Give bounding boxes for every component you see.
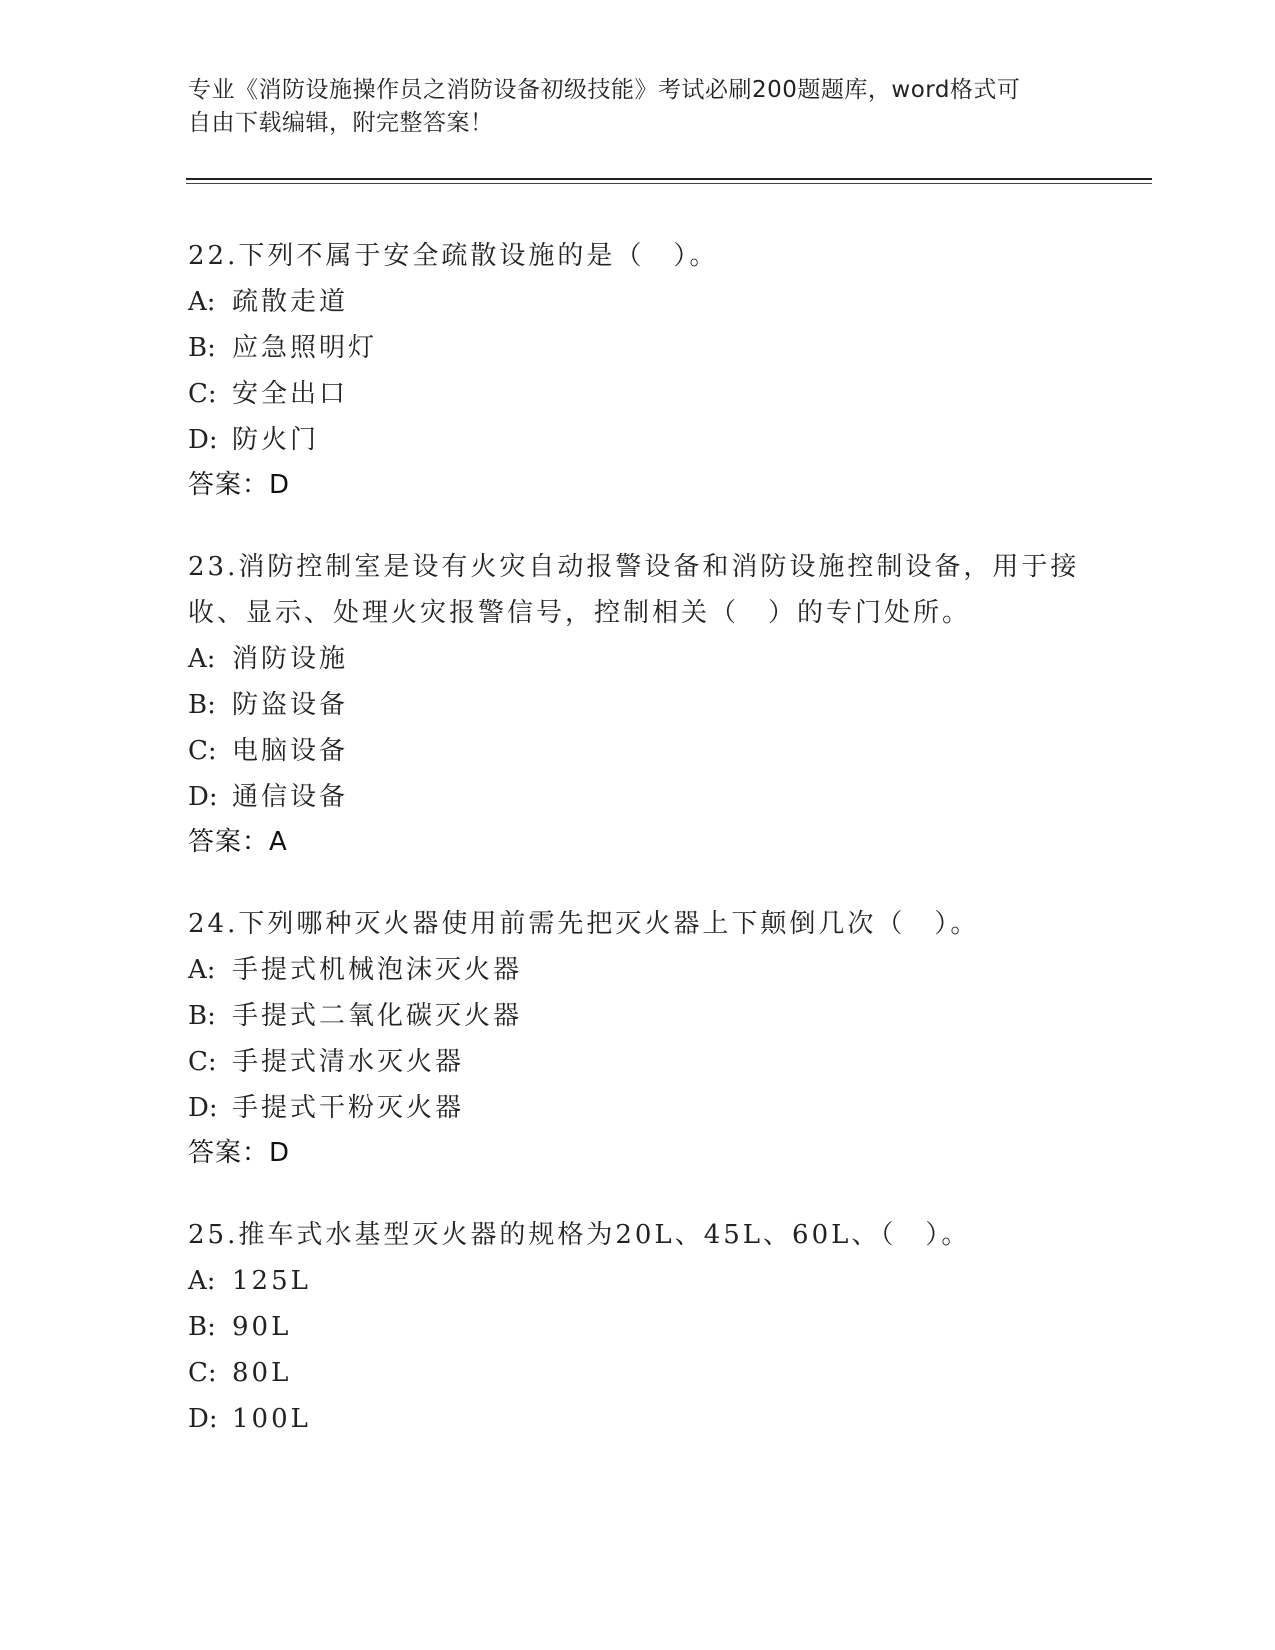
option-text: 疏散走道 [232, 287, 349, 317]
option-text: 125L [232, 1266, 311, 1296]
option-text: 80L [232, 1358, 292, 1388]
option-b [188, 1304, 1088, 1350]
option-text: 手提式二氧化碳灭火器 [232, 1001, 523, 1031]
option-c [188, 371, 1088, 417]
question-stem-line: 24.下列哪种灭火器使用前需先把灭火器上下颠倒几次（ ）。 [188, 909, 980, 939]
option-c [188, 1039, 1088, 1085]
question-stem [188, 233, 1088, 279]
option-b [188, 325, 1088, 371]
option-letter: D: [188, 425, 218, 455]
answer-key: 答案：A [188, 827, 288, 857]
option-text: 手提式干粉灭火器 [232, 1093, 465, 1123]
question-stem-line: 22.下列不属于安全疏散设施的是（ ）。 [188, 241, 719, 271]
option-letter: B: [188, 1001, 216, 1031]
document-header [188, 74, 1068, 140]
option-text: 安全出口 [232, 379, 349, 409]
option-letter: A: [188, 644, 216, 674]
header-divider-thick [186, 178, 1152, 180]
option-d [188, 1396, 1088, 1442]
question-stem [188, 1212, 1088, 1258]
option-letter: B: [188, 333, 216, 363]
question-list [188, 233, 1088, 1479]
option-text: 90L [232, 1312, 292, 1342]
question-23 [188, 544, 1088, 864]
option-letter: B: [188, 690, 216, 720]
answer-key: 答案：D [188, 470, 291, 500]
option-text: 电脑设备 [232, 736, 349, 766]
option-letter: B: [188, 1312, 216, 1342]
option-a [188, 279, 1088, 325]
option-d [188, 417, 1088, 463]
option-letter: A: [188, 287, 216, 317]
option-text: 100L [232, 1404, 311, 1434]
question-stem-line: 23.消防控制室是设有火灾自动报警设备和消防设施控制设备，用于接 [188, 552, 1080, 582]
option-letter: D: [188, 782, 218, 812]
question-stem-line: 25.推车式水基型灭火器的规格为20L、45L、60L、（ ）。 [188, 1220, 971, 1250]
option-letter: D: [188, 1404, 218, 1434]
header-title-line-1: 专业《消防设施操作员之消防设备初级技能》考试必刷200题题库，word格式可 [188, 77, 1021, 103]
option-letter: A: [188, 1266, 216, 1296]
option-text: 防火门 [232, 425, 320, 455]
option-b [188, 682, 1088, 728]
option-a [188, 1258, 1088, 1304]
option-letter: C: [188, 379, 217, 409]
answer-key: 答案：D [188, 1138, 291, 1168]
option-letter: D: [188, 1093, 218, 1123]
option-letter: C: [188, 1047, 217, 1077]
option-letter: A: [188, 955, 216, 985]
option-text: 手提式机械泡沫灭火器 [232, 955, 523, 985]
option-c [188, 728, 1088, 774]
option-a [188, 947, 1088, 993]
question-stem-line: 收、显示、处理火灾报警信号，控制相关（ ）的专门处所。 [188, 598, 972, 628]
option-text: 通信设备 [232, 782, 349, 812]
option-d [188, 1085, 1088, 1131]
question-22 [188, 233, 1088, 507]
header-title-line-2: 自由下载编辑，附完整答案！ [188, 110, 494, 136]
question-24 [188, 901, 1088, 1175]
option-c [188, 1350, 1088, 1396]
option-letter: C: [188, 736, 217, 766]
question-25 [188, 1212, 1088, 1442]
option-text: 手提式清水灭火器 [232, 1047, 465, 1077]
option-text: 消防设施 [232, 644, 349, 674]
question-stem [188, 901, 1088, 947]
option-letter: C: [188, 1358, 217, 1388]
header-divider-thin [186, 183, 1152, 184]
option-text: 防盗设备 [232, 690, 349, 720]
option-text: 应急照明灯 [232, 333, 378, 363]
option-b [188, 993, 1088, 1039]
question-stem [188, 544, 1088, 636]
option-a [188, 636, 1088, 682]
option-d [188, 774, 1088, 820]
